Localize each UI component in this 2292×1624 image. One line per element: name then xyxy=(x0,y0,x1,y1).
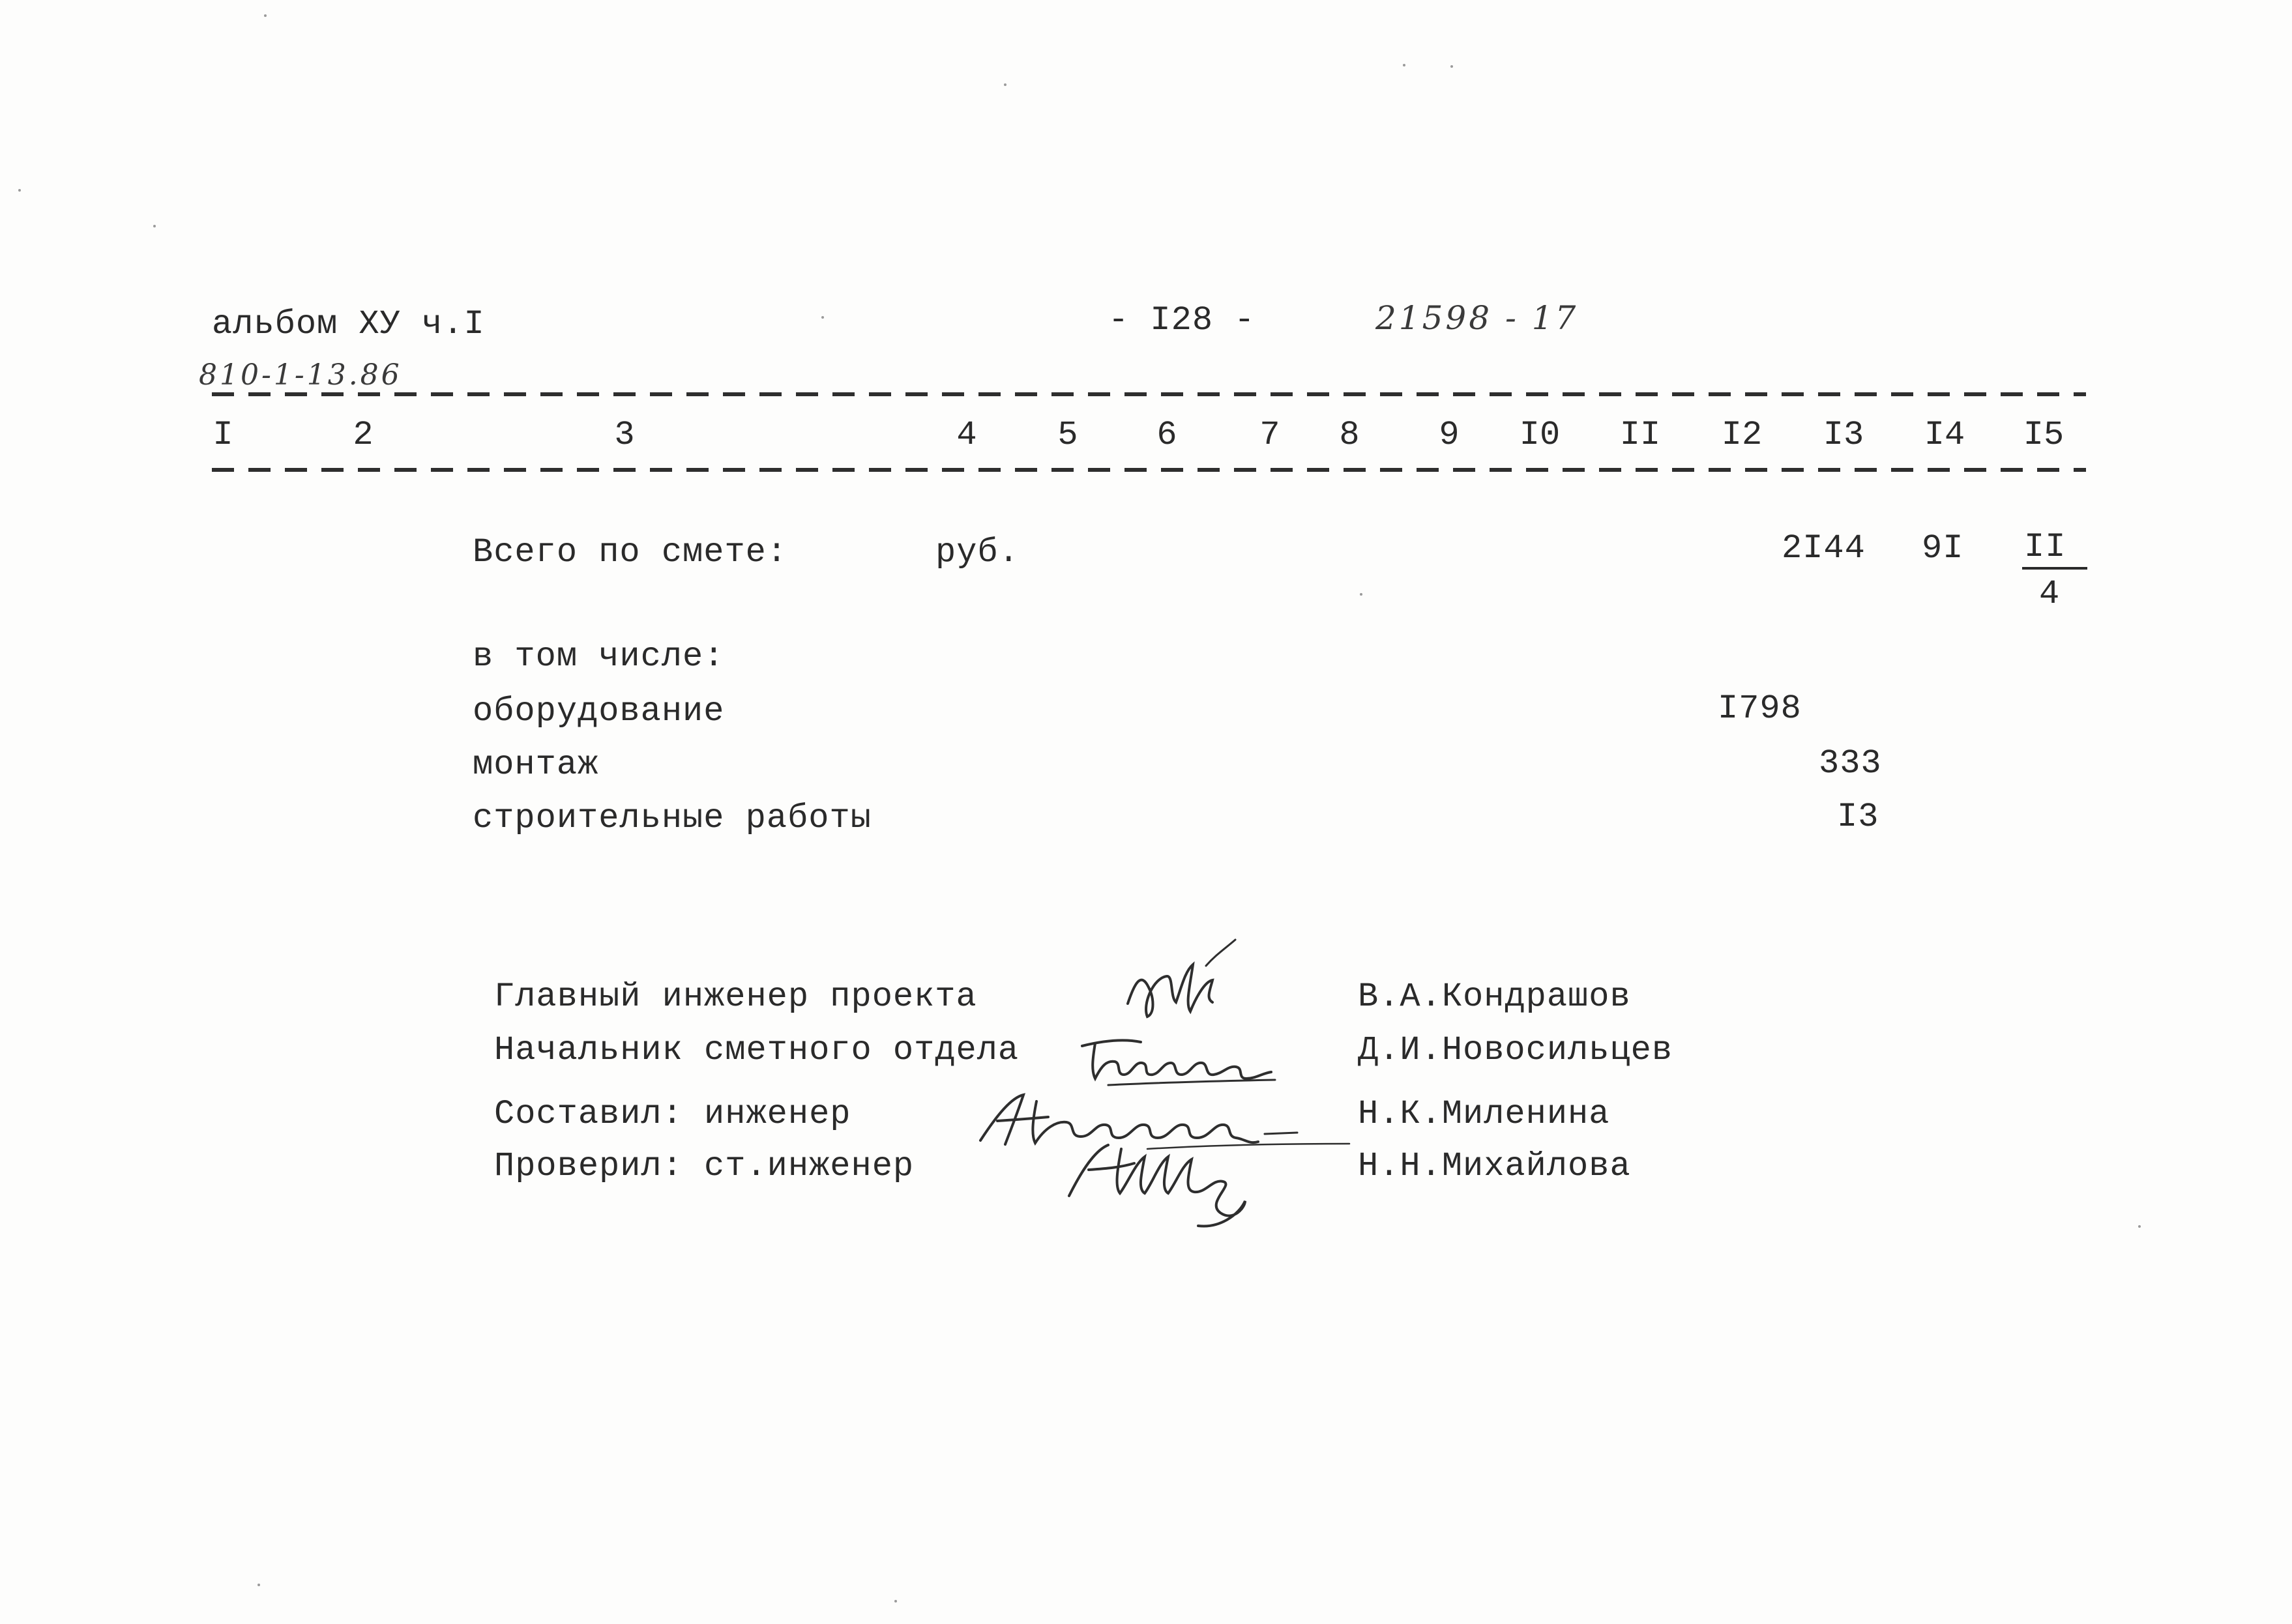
column-number-3: 3 xyxy=(614,416,635,454)
column-number-7: 7 xyxy=(1259,416,1280,454)
signature-role-chief-engineer: Главный инженер проекта xyxy=(494,978,977,1016)
column-number-13: I3 xyxy=(1823,416,1864,454)
column-number-14: I4 xyxy=(1924,416,1965,454)
breakdown-equipment-value: I798 xyxy=(1718,689,1802,728)
scan-speck xyxy=(1450,65,1453,68)
column-number-2: 2 xyxy=(353,416,374,454)
signature-name-chief-engineer: В.А.Кондрашов xyxy=(1358,978,1631,1016)
scan-speck xyxy=(894,1600,897,1602)
header-dashed-rule-top xyxy=(212,392,2086,396)
signature-role-estimate-head: Начальник сметного отдела xyxy=(494,1031,1020,1069)
breakdown-construction-label: строительные работы xyxy=(473,799,872,837)
document-code: 21598 - 17 xyxy=(1375,299,1579,337)
breakdown-installation-label: монтаж xyxy=(473,746,599,784)
total-unit: руб. xyxy=(935,533,1020,572)
column-number-12: I2 xyxy=(1721,416,1763,454)
total-col14-value: 9I xyxy=(1922,529,1964,568)
column-number-11: II xyxy=(1619,416,1661,454)
column-number-10: I0 xyxy=(1519,416,1561,454)
breakdown-installation-value: 333 xyxy=(1819,744,1882,783)
fraction-bar xyxy=(2022,567,2087,570)
signature-name-compiler: Н.К.Миленина xyxy=(1358,1095,1610,1133)
column-number-1: I xyxy=(213,416,233,454)
column-number-5: 5 xyxy=(1057,416,1078,454)
scan-speck xyxy=(1360,593,1362,596)
signature-estimate-head-icon xyxy=(1069,1020,1284,1092)
signature-name-estimate-head: Д.И.Новосильцев xyxy=(1358,1031,1673,1069)
handwritten-reference: 810-1-13.86 xyxy=(199,358,402,392)
scan-speck xyxy=(264,14,267,17)
total-col15-bottom-value: 4 xyxy=(2039,575,2061,613)
scan-speck xyxy=(153,225,156,227)
column-number-6: 6 xyxy=(1156,416,1177,454)
scan-speck xyxy=(1403,64,1405,66)
total-col15-top-value: II xyxy=(2024,528,2066,566)
total-label: Всего по смете: xyxy=(473,533,788,572)
signature-role-compiler: Составил: инженер xyxy=(494,1095,851,1133)
signature-role-checker: Проверил: ст.инженер xyxy=(494,1147,915,1185)
column-number-8: 8 xyxy=(1339,416,1360,454)
scan-speck xyxy=(1004,83,1006,86)
album-label: альбом ХУ ч.I xyxy=(212,305,485,343)
column-number-4: 4 xyxy=(956,416,977,454)
breakdown-construction-value: I3 xyxy=(1837,798,1879,836)
header-dashed-rule-bottom xyxy=(212,468,2086,472)
column-number-15: I5 xyxy=(2023,416,2064,454)
total-col13-value: 2I44 xyxy=(1782,529,1866,568)
breakdown-heading: в том числе: xyxy=(473,637,725,676)
scan-speck xyxy=(821,316,824,319)
signature-checker-icon xyxy=(1050,1131,1362,1228)
scan-speck xyxy=(2138,1225,2141,1228)
page-number: - I28 - xyxy=(1108,301,1256,340)
signature-name-checker: Н.Н.Михайлова xyxy=(1358,1147,1631,1185)
column-number-9: 9 xyxy=(1439,416,1460,454)
breakdown-equipment-label: оборудование xyxy=(473,692,725,731)
scan-speck xyxy=(257,1584,260,1586)
scan-speck xyxy=(18,189,21,192)
